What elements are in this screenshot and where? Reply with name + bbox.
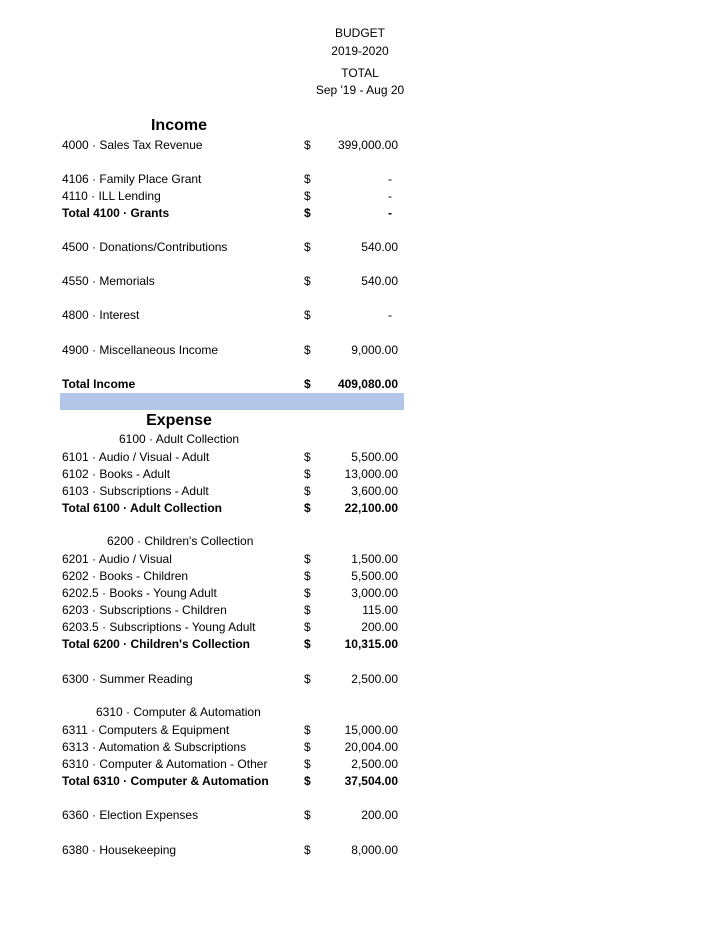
row-amount: -: [388, 308, 392, 322]
row-currency: $: [304, 723, 311, 737]
row-currency: $: [304, 637, 311, 651]
row-amount: 3,600.00: [351, 484, 398, 498]
row-label: Total 6100 · Adult Collection: [62, 501, 223, 515]
table-row: [62, 619, 404, 636]
row-amount: 22,100.00: [344, 501, 398, 515]
table-row: [62, 239, 404, 256]
row-currency: $: [304, 552, 311, 566]
row-currency: $: [304, 467, 311, 481]
table-row: [62, 342, 404, 359]
row-amount: 37,504.00: [344, 774, 398, 788]
row-currency: $: [304, 308, 311, 322]
separator-band: [60, 393, 404, 410]
table-row: [62, 585, 404, 602]
row-label: Total 4100 · Grants: [62, 206, 170, 220]
row-amount: -: [388, 206, 392, 220]
table-row: [62, 449, 404, 466]
row-currency: $: [304, 274, 311, 288]
header-budget: BUDGET: [334, 26, 385, 40]
row-currency: $: [304, 377, 311, 391]
income-title: Income: [150, 117, 207, 134]
subheading-computer: 6310 · Computer & Automation: [96, 705, 261, 719]
row-label: 6360 · Election Expenses: [62, 808, 199, 822]
row-amount: 2,500.00: [351, 672, 398, 686]
row-label: 6203 · Subscriptions - Children: [62, 603, 227, 617]
row-currency: $: [304, 569, 311, 583]
row-label: 6101 · Audio / Visual - Adult: [62, 450, 210, 464]
row-label: Total Income: [62, 377, 136, 391]
table-row: [62, 137, 404, 154]
row-amount: 399,000.00: [337, 138, 398, 152]
row-currency: $: [304, 240, 311, 254]
table-row: [62, 551, 404, 568]
row-amount: 540.00: [361, 274, 398, 288]
row-amount: 10,315.00: [344, 637, 398, 651]
table-row-total: [62, 773, 404, 790]
row-currency: $: [304, 774, 311, 788]
row-currency: $: [304, 603, 311, 617]
row-amount: 3,000.00: [351, 586, 398, 600]
row-label: 6201 · Audio / Visual: [62, 552, 172, 566]
row-label: 6102 · Books - Adult: [62, 467, 171, 481]
row-amount: 115.00: [362, 603, 398, 617]
row-currency: $: [304, 484, 311, 498]
table-row: [62, 188, 404, 205]
row-label: 4106 · Family Place Grant: [62, 172, 202, 186]
row-amount: 1,500.00: [351, 552, 398, 566]
row-currency: $: [304, 586, 311, 600]
row-label: 6202.5 · Books - Young Adult: [62, 586, 217, 600]
row-amount: 13,000.00: [344, 467, 398, 481]
row-amount: -: [388, 189, 392, 203]
table-row: [62, 671, 404, 688]
row-label: 4500 · Donations/Contributions: [62, 240, 228, 254]
table-row: [62, 722, 404, 739]
row-currency: $: [304, 672, 311, 686]
row-currency: $: [304, 808, 311, 822]
row-currency: $: [304, 343, 311, 357]
row-amount: 15,000.00: [344, 723, 398, 737]
row-amount: 540.00: [361, 240, 398, 254]
row-label: Total 6200 · Children's Collection: [62, 637, 250, 651]
row-label: 4800 · Interest: [62, 308, 140, 322]
table-row: [62, 842, 404, 859]
row-currency: $: [304, 138, 311, 152]
row-currency: $: [304, 206, 311, 220]
expense-title: Expense: [146, 412, 212, 429]
row-label: 6203.5 · Subscriptions - Young Adult: [62, 620, 256, 634]
row-label: 6300 · Summer Reading: [62, 672, 193, 686]
row-amount: -: [388, 172, 392, 186]
header-period: Sep '19 - Aug 20: [315, 83, 405, 97]
table-row: [62, 307, 404, 324]
row-currency: $: [304, 450, 311, 464]
row-amount: 200.00: [361, 808, 398, 822]
row-amount: 8,000.00: [351, 843, 398, 857]
row-label: 6380 · Housekeeping: [62, 843, 177, 857]
row-currency: $: [304, 757, 311, 771]
row-label: 6103 · Subscriptions - Adult: [62, 484, 209, 498]
row-amount: 20,004.00: [344, 740, 398, 754]
table-row: [62, 807, 404, 824]
row-label: 6202 · Books - Children: [62, 569, 189, 583]
header-year: 2019-2020: [331, 44, 389, 58]
subheading-adult: 6100 · Adult Collection: [119, 432, 240, 446]
row-amount: 2,500.00: [351, 757, 398, 771]
subheading-children: 6200 · Children's Collection: [107, 534, 254, 548]
header-total: TOTAL: [341, 66, 379, 80]
row-amount: 200.00: [361, 620, 398, 634]
table-row: [62, 466, 404, 483]
table-row: [62, 568, 404, 585]
row-label: 6313 · Automation & Subscriptions: [62, 740, 247, 754]
table-row: [62, 602, 404, 619]
row-label: 4550 · Memorials: [62, 274, 155, 288]
table-row: [62, 756, 404, 773]
row-label: 6310 · Computer & Automation - Other: [62, 757, 268, 771]
row-label: 4000 · Sales Tax Revenue: [62, 138, 203, 152]
table-row: [62, 273, 404, 290]
table-row: [62, 171, 404, 188]
row-label: Total 6310 · Computer & Automation: [62, 774, 269, 788]
row-label: 6311 · Computers & Equipment: [62, 723, 230, 737]
table-row-total: [62, 500, 404, 517]
row-currency: $: [304, 843, 311, 857]
row-amount: 9,000.00: [351, 343, 398, 357]
row-currency: $: [304, 189, 311, 203]
table-row: [62, 483, 404, 500]
table-row: [62, 739, 404, 756]
row-currency: $: [304, 620, 311, 634]
table-row-total: [62, 205, 404, 222]
row-label: 4110 · ILL Lending: [62, 189, 161, 203]
row-currency: $: [304, 172, 311, 186]
row-amount: 409,080.00: [337, 377, 398, 391]
row-label: 4900 · Miscellaneous Income: [62, 343, 219, 357]
row-currency: $: [304, 740, 311, 754]
table-row-total: [62, 636, 404, 653]
row-amount: 5,500.00: [351, 450, 398, 464]
row-currency: $: [304, 501, 311, 515]
row-amount: 5,500.00: [351, 569, 398, 583]
table-row-total: [62, 376, 404, 393]
